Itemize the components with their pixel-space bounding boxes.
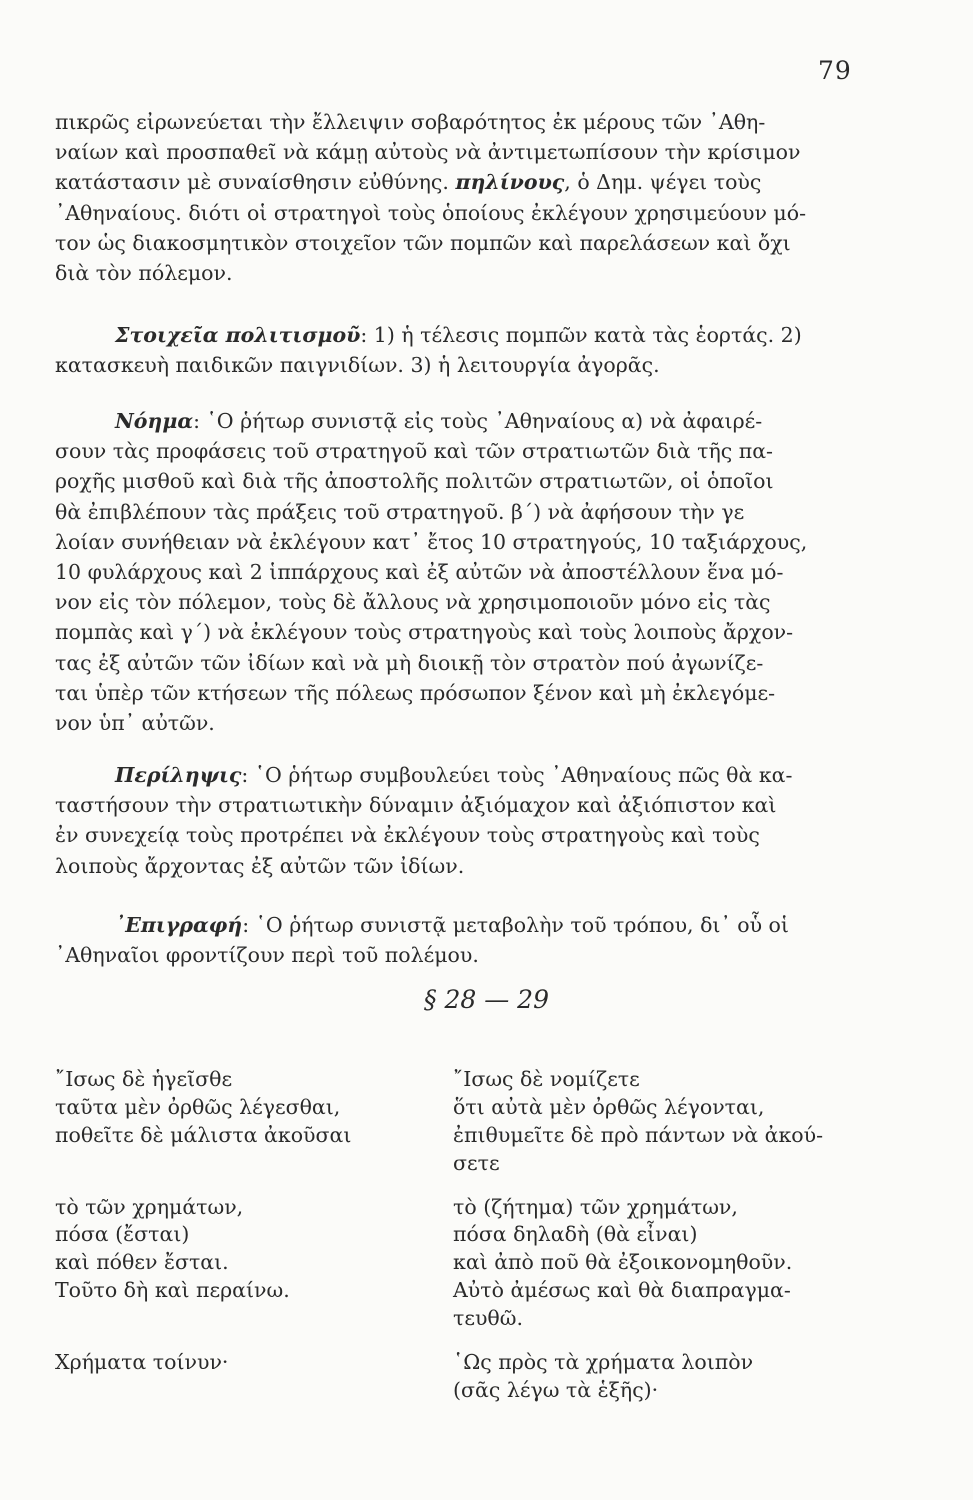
verse-line: τὸ (ζήτημα) τῶν χρημάτων, (453, 1194, 738, 1219)
text-line: ἐν συνεχείᾳ τοὺς προτρέπει νὰ ἐκλέγουν τοὺς στρατηγοὺς καὶ τοὺς (55, 823, 760, 848)
text-line: ναίων καὶ προσπαθεῖ νὰ κάμῃ αὐτοὺς νὰ ἀντιμετωπίσουν τὴν κρίσιμον (55, 140, 801, 165)
translation-column (453, 1066, 883, 1405)
verse-line (55, 1150, 445, 1178)
text-line: σουν τὰς προφάσεις τοῦ στρατηγοῦ καὶ τῶν στρατιωτῶν διὰ τῆς πα- (55, 439, 773, 464)
text-line: ται ὑπὲρ τῶν κτήσεων τῆς πόλεως πρόσωπον ξένον καὶ μὴ ἐκλεγόμε- (55, 680, 776, 705)
verse-line: ἐπιθυμεῖτε δὲ πρὸ πάντων νὰ ἀκού- (453, 1122, 824, 1147)
verse-line: καὶ πόθεν ἔσται. (55, 1250, 229, 1275)
text-line: ᾿Αθηναῖοι φροντίζουν περὶ τοῦ πολέμου. (55, 943, 479, 968)
verse-line: σετε (453, 1150, 500, 1175)
text-fragment: : ῾Ο ῥήτωρ συνιστᾷ εἰς τοὺς ᾿Αθηναίους α) νὰ ἀφαιρέ- (193, 409, 763, 433)
verse-line: Χρήματα τοίνυν· (55, 1350, 229, 1375)
spacer (55, 1178, 445, 1194)
paragraph-summary (55, 760, 870, 881)
text-line (55, 910, 870, 940)
verse-line: ῎Ισως δὲ ἡγεῖσθε (55, 1067, 233, 1091)
verse-line: ταῦτα μὲν ὀρθῶς λέγεσθαι, (55, 1094, 341, 1119)
verse-line: καὶ ἀπὸ ποῦ θὰ ἐξοικονομηθοῦν. (453, 1250, 793, 1275)
paragraph-heading: Νόημα (115, 409, 194, 433)
verse-line: ῎Ισως δὲ νομίζετε (453, 1067, 640, 1091)
verse-line: (σᾶς λέγω τὰ ἑξῆς)· (453, 1377, 659, 1402)
text-line: λοιποὺς ἄρχοντας ἐξ αὐτῶν τῶν ἰδίων. (55, 853, 465, 878)
keyword: πηλίνους (455, 170, 565, 195)
text-fragment: : ῾Ο ῥήτωρ συνιστᾷ μεταβολὴν τοῦ τρόπου, δι᾿ οὗ οἱ (242, 913, 789, 937)
text-line: πικρῶς εἰρωνεύεται τὴν ἔλλειψιν σοβαρότητος ἐκ μέρους τῶν ᾿Αθη- (55, 110, 766, 134)
text-line: νον εἰς τὸν πόλεμον, τοὺς δὲ ἄλλους νὰ χρησιμοποιοῦν μόνο εἰς τὰς (55, 590, 771, 615)
verse-line: ποθεῖτε δὲ μάλιστα ἀκοῦσαι (55, 1122, 352, 1147)
text-line: θὰ ἐπιβλέπουν τὰς πράξεις τοῦ στρατηγοῦ. β΄) νὰ ἀφήσουν τὴν γε (55, 499, 745, 524)
text-line: ροχῆς μισθοῦ καὶ διὰ τῆς ἀποστολῆς πολιτῶν στρατιωτῶν, οἱ ὁποῖοι (55, 469, 774, 494)
text-line: πομπὰς καὶ γ΄) νὰ ἐκλέγουν τοὺς στρατηγοὺς καὶ τοὺς λοιποὺς ἄρχον- (55, 620, 794, 645)
text-line (55, 320, 870, 350)
verse-line: Αὐτὸ ἀμέσως καὶ θὰ διαπραγμα- (453, 1278, 791, 1303)
text-line (55, 760, 870, 790)
text-line: ταστήσουν τὴν στρατιωτικὴν δύναμιν ἀξιόμαχον καὶ ἀξιόπιστον καὶ (55, 793, 777, 818)
page-number: 79 (818, 56, 852, 85)
section-title: § 28 — 29 (424, 985, 549, 1014)
verse-line (55, 1305, 445, 1333)
verse-line: πόσα δηλαδὴ (θὰ εἶναι) (453, 1222, 698, 1247)
spacer (453, 1333, 883, 1349)
paragraph-intro (55, 107, 870, 288)
text-fragment: κατάστασιν μὲ συναίσθησιν εὐθύνης. (55, 170, 449, 195)
text-line: λοίαν συνήθειαν νὰ ἐκλέγουν κατ᾿ ἔτος 10 στρατηγούς, 10 ταξιάρχους, (55, 529, 808, 554)
text-line: 10 φυλάρχους καὶ 2 ἱππάρχους καὶ ἐξ αὐτῶν νὰ ἀποστέλλουν ἕνα μό- (55, 560, 784, 585)
ancient-text-column (55, 1066, 445, 1377)
text-line: διὰ τὸν πόλεμον. (55, 261, 233, 286)
text-line: νον ὑπ᾿ αὐτῶν. (55, 711, 215, 736)
verse-line: πόσα (ἔσται) (55, 1222, 190, 1247)
text-fragment: , ὁ Δημ. ψέγει τοὺς (564, 170, 762, 195)
paragraph-elements-of-civilization (55, 320, 870, 380)
text-line: κατασκευὴ παιδικῶν παιγνιδίων. 3) ἡ λειτουργία ἀγορᾶς. (55, 353, 660, 378)
paragraph-heading: Στοιχεῖα πολιτισμοῦ (115, 323, 361, 347)
text-line: τον ὡς διακοσμητικὸν στοιχεῖον τῶν πομπῶν καὶ παρελάσεων καὶ ὄχι (55, 230, 791, 255)
text-line (55, 167, 870, 197)
spacer (55, 1333, 445, 1349)
paragraph-heading: Περίληψις (115, 763, 242, 787)
text-line (55, 406, 870, 436)
paragraph-title (55, 910, 870, 970)
verse-line: Τοῦτο δὴ καὶ περαίνω. (55, 1278, 290, 1303)
text-fragment: : 1) ἡ τέλεσις πομπῶν κατὰ τὰς ἑορτάς. 2) (360, 323, 802, 347)
verse-line: ῾Ως πρὸς τὰ χρήματα λοιπὸν (453, 1350, 754, 1375)
text-line: τας ἐξ αὐτῶν τῶν ἰδίων καὶ νὰ μὴ διοικῇ τὸν στρατὸν πού ἀγωνίζε- (55, 650, 764, 675)
verse-line: τευθῶ. (453, 1306, 523, 1331)
text-line: ᾿Αθηναίους. διότι οἱ στρατηγοὶ τοὺς ὁποίους ἐκλέγουν χρησιμεύουν μό- (55, 200, 807, 225)
spacer (453, 1178, 883, 1194)
verse-line: ὅτι αὐτὰ μὲν ὀρθῶς λέγονται, (453, 1094, 765, 1119)
verse-line: τὸ τῶν χρημάτων, (55, 1194, 244, 1219)
text-fragment: : ῾Ο ῥήτωρ συμβουλεύει τοὺς ᾿Αθηναίους πῶς θὰ κα- (241, 763, 793, 787)
paragraph-meaning (55, 406, 870, 738)
paragraph-heading: ᾿Επιγραφή (115, 913, 243, 937)
